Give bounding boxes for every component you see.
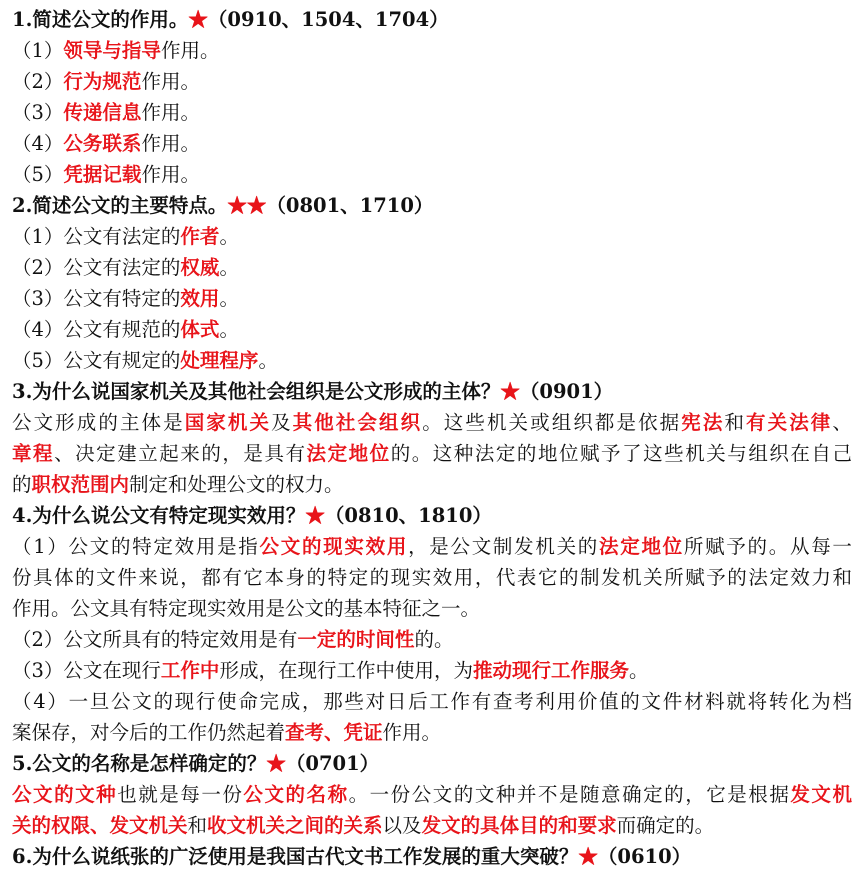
- key-term: 处理程序: [180, 349, 259, 372]
- key-term: 传递信息: [63, 101, 142, 124]
- text-segment: 所赋予的。从每一: [683, 535, 852, 558]
- text-segment: ，是公文制发机关的: [408, 535, 600, 558]
- q1-item-3: [12, 97, 852, 128]
- key-term: 作者: [180, 225, 220, 248]
- key-term: 国家机关: [184, 411, 272, 434]
- importance-star-icon: ★: [188, 8, 208, 31]
- key-term: 公务联系: [63, 132, 142, 155]
- text-segment: 、决定建立起来的，是具有: [54, 442, 307, 465]
- question-6: [12, 841, 852, 872]
- text-segment: （4）一旦公文的现行使命完成，那些对日后工作有查考利用价值的文件材料就将转化为档: [12, 690, 852, 713]
- text-segment: （3）公文有特定的: [12, 287, 181, 310]
- q4-item-4-line-1: [12, 686, 852, 717]
- text-segment: 和: [724, 411, 747, 434]
- q1-item-2: [12, 66, 852, 97]
- text-segment: 作用。: [141, 101, 200, 124]
- text-segment: 的。这种法定的地位赋予了这些机关与组织在自己: [390, 442, 852, 465]
- text-segment: 。一份公文的文种并不是随意确定的，它是根据: [348, 783, 791, 806]
- text-segment: 制定和处理公文的权力。: [129, 473, 344, 496]
- q2-item-5: [12, 345, 852, 376]
- importance-star-icon: ★: [500, 380, 520, 403]
- q1-item-1: [12, 35, 852, 66]
- text-segment: 4.为什么说公文有特定现实效用？: [12, 504, 306, 527]
- q2-item-2: [12, 252, 852, 283]
- q4-item-4-line-2: [12, 717, 852, 748]
- key-term: 其他社会组织: [292, 411, 423, 434]
- q1-item-5: [12, 159, 852, 190]
- q3-answer-line-1: [12, 407, 852, 438]
- key-term: 发文的具体目的和要求: [421, 814, 617, 837]
- q4-item-1-line-2: [12, 562, 852, 593]
- text-segment: （0610）: [597, 845, 692, 868]
- key-term: 凭据记载: [63, 163, 142, 186]
- text-segment: 。: [219, 256, 239, 279]
- text-segment: 和: [187, 814, 208, 837]
- text-segment: （0901）: [519, 380, 614, 403]
- text-segment: 。: [258, 349, 278, 372]
- text-segment: 6.为什么说纸张的广泛使用是我国古代文书工作发展的重大突破？: [12, 845, 579, 868]
- question-1: [12, 4, 852, 35]
- text-segment: （0810、1810）: [324, 504, 492, 527]
- text-segment: （5）: [12, 163, 64, 186]
- text-segment: （2）公文有法定的: [12, 256, 181, 279]
- text-segment: 作用。: [141, 132, 200, 155]
- text-segment: 以及: [382, 814, 422, 837]
- q2-item-3: [12, 283, 852, 314]
- q1-item-4: [12, 128, 852, 159]
- key-term: 关的权限、发文机关: [12, 814, 188, 837]
- key-term: 一定的时间性: [297, 628, 415, 651]
- key-term: 章程: [12, 442, 55, 465]
- text-segment: 作用。: [141, 163, 200, 186]
- importance-star-icon: ★: [578, 845, 598, 868]
- text-segment: 2.简述公文的主要特点。: [12, 194, 228, 217]
- key-term: 行为规范: [63, 70, 142, 93]
- text-segment: （0801、1710）: [266, 194, 434, 217]
- text-segment: 及: [271, 411, 293, 434]
- text-segment: 的: [12, 473, 32, 496]
- text-segment: （1）公文有法定的: [12, 225, 181, 248]
- text-segment: 份具体的文件来说，都有它本身的特定的现实效用，代表它的制发机关所赋予的法定效力和: [12, 566, 852, 589]
- key-term: 收文机关之间的关系: [207, 814, 383, 837]
- question-3: [12, 376, 852, 407]
- text-segment: 作用。: [141, 70, 200, 93]
- importance-star-icon: ★★: [227, 194, 267, 217]
- q4-item-1-line-3: [12, 593, 852, 624]
- q3-answer-line-2: [12, 438, 852, 469]
- text-segment: （1）: [12, 39, 64, 62]
- text-segment: （1）公文的特定效用是指: [12, 535, 260, 558]
- text-segment: （4）公文有规范的: [12, 318, 181, 341]
- key-term: 法定地位: [599, 535, 684, 558]
- text-segment: 作用。: [382, 721, 442, 744]
- text-segment: 5.公文的名称是怎样确定的？: [12, 752, 267, 775]
- key-term: 法定地位: [306, 442, 391, 465]
- question-4: [12, 500, 852, 531]
- text-segment: （2）: [12, 70, 64, 93]
- key-term: 效用: [180, 287, 220, 310]
- text-segment: （4）: [12, 132, 64, 155]
- text-segment: 。这些机关或组织都是依据: [422, 411, 682, 434]
- key-term: 体式: [180, 318, 220, 341]
- text-segment: 而确定的。: [616, 814, 715, 837]
- key-term: 查考、凭证: [285, 721, 383, 744]
- key-term: 公文的现实效用: [259, 535, 409, 558]
- text-segment: 案保存，对今后的工作仍然起着: [12, 721, 286, 744]
- q4-item-1-line-1: [12, 531, 852, 562]
- key-term: 职权范围内: [31, 473, 130, 496]
- importance-star-icon: ★: [305, 504, 325, 527]
- text-segment: （3）: [12, 101, 64, 124]
- text-segment: 作用。: [160, 39, 220, 62]
- text-segment: 3.为什么说国家机关及其他社会组织是公文形成的主体？: [12, 380, 501, 403]
- q2-item-4: [12, 314, 852, 345]
- text-segment: （0701）: [285, 752, 380, 775]
- text-segment: 。: [219, 318, 239, 341]
- key-term: 公文的名称: [243, 783, 349, 806]
- q4-item-2: [12, 624, 852, 655]
- text-segment: 公文形成的主体是: [12, 411, 185, 434]
- text-segment: 。: [219, 287, 239, 310]
- text-segment: （5）公文有规定的: [12, 349, 181, 372]
- question-2: [12, 190, 852, 221]
- key-term: 宪法: [681, 411, 725, 434]
- key-term: 工作中: [160, 659, 220, 682]
- q5-answer-line-2: [12, 810, 852, 841]
- text-segment: 形成，在现行工作中使用，为: [219, 659, 473, 682]
- key-term: 推动现行工作服务: [472, 659, 629, 682]
- key-term: 发文机: [790, 783, 852, 806]
- text-segment: 、: [832, 411, 852, 434]
- text-segment: （3）公文在现行: [12, 659, 161, 682]
- key-term: 公文的文种: [12, 783, 118, 806]
- q5-answer-line-1: [12, 779, 852, 810]
- question-5: [12, 748, 852, 779]
- text-segment: 的。: [414, 628, 454, 651]
- q3-answer-line-3: [12, 469, 852, 500]
- text-segment: 1.简述公文的作用。: [12, 8, 189, 31]
- text-segment: 。: [628, 659, 649, 682]
- key-term: 领导与指导: [63, 39, 161, 62]
- text-segment: 也就是每一份: [117, 783, 244, 806]
- text-segment: （0910、1504、1704）: [207, 8, 449, 31]
- q2-item-1: [12, 221, 852, 252]
- text-segment: 作用。公文具有特定现实效用是公文的基本特征之一。: [12, 597, 481, 620]
- importance-star-icon: ★: [266, 752, 286, 775]
- key-term: 权威: [180, 256, 220, 279]
- q4-item-3: [12, 655, 852, 686]
- text-segment: （2）公文所具有的特定效用是有: [12, 628, 298, 651]
- text-segment: 。: [219, 225, 239, 248]
- key-term: 有关法律: [746, 411, 833, 434]
